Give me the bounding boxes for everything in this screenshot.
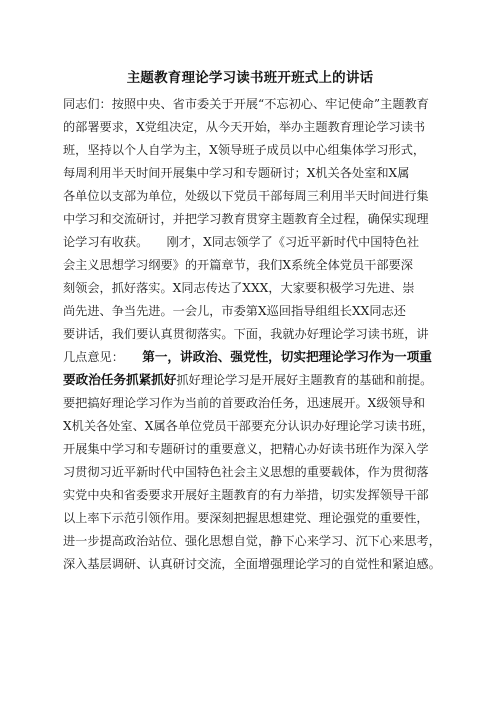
body-line: 中学习和交流研讨，并把学习教育贯穿主题教育全过程，确保实现理	[63, 212, 429, 226]
body-text: 抓好理论学习是开展好主题教育的基础和前提。	[176, 373, 433, 387]
section-heading: 要政治任务抓紧抓好	[63, 372, 177, 387]
body-line: X机关各处室、X属各单位党员干部要充分认识办好理论学习读书班，	[63, 419, 434, 433]
body-line: 同志们：按照中央、省市委关于开展“不忘初心、牢记使命”主题教育	[63, 97, 429, 111]
body-line: 深入基层调研、认真研讨交流，全面增强理论学习的自觉性和紧迫感。	[63, 557, 441, 571]
body-line: 习贯彻习近平新时代中国特色社会主义思想的重要载体，作为贯彻落	[63, 465, 429, 479]
body-text: 几点意见：	[63, 350, 143, 364]
body-line: 的部署要求，X党组决定，从今天开始，举办主题教育理论学习读书	[63, 120, 426, 134]
body-line: 每周利用半天时间开展集中学习和专题研讨；X机关各处室和X属	[63, 166, 410, 180]
section-heading: 第一，讲政治、强党性，切实把理论学习作为一项重	[142, 349, 432, 364]
body-line: 要讲话，我们要认真贯彻落实。下面，我就办好理论学习读书班，讲	[63, 327, 429, 341]
body-line: 进一步提高政治站位、强化思想自觉，静下心来学习、沉下心来思考，	[63, 534, 441, 548]
body-line: 会主义思想学习纲要》的开篇章节，我们X系统全体党员干部要深	[63, 258, 413, 272]
body-line: 班，坚持以个人自学为主，X领导班子成员以中心组集体学习形式，	[63, 143, 426, 157]
body-line: 各单位以支部为单位，处级以下党员干部每周三利用半天时间进行集	[63, 189, 429, 203]
body-line: 以上率下示范引领作用。要深刻把握思想建党、理论强党的重要性，	[63, 511, 429, 525]
document-title: 主题教育理论学习读书班开班式上的讲话	[126, 70, 374, 86]
body-line: 要把搞好理论学习作为当前的首要政治任务，迅速展开。X级领导和	[63, 396, 426, 410]
body-line: 刻领会，抓好落实。X同志传达了XXX，大家要积极学习先进、崇	[63, 281, 415, 295]
body-line	[63, 348, 453, 366]
body-line: 论学习有收获。 刚才，X同志领学了《习近平新时代中国特色社	[63, 235, 420, 249]
body-line	[63, 371, 453, 389]
body-line: 尚先进、争当先进。一会儿，市委第X巡回指导组组长XX同志还	[63, 304, 406, 318]
body-line: 开展集中学习和专题研讨的重要意义，把精心办好读书班作为深入学	[63, 442, 429, 456]
body-line: 实党中央和省委要求开展好主题教育的有力举措，切实发挥领导干部	[63, 488, 429, 502]
